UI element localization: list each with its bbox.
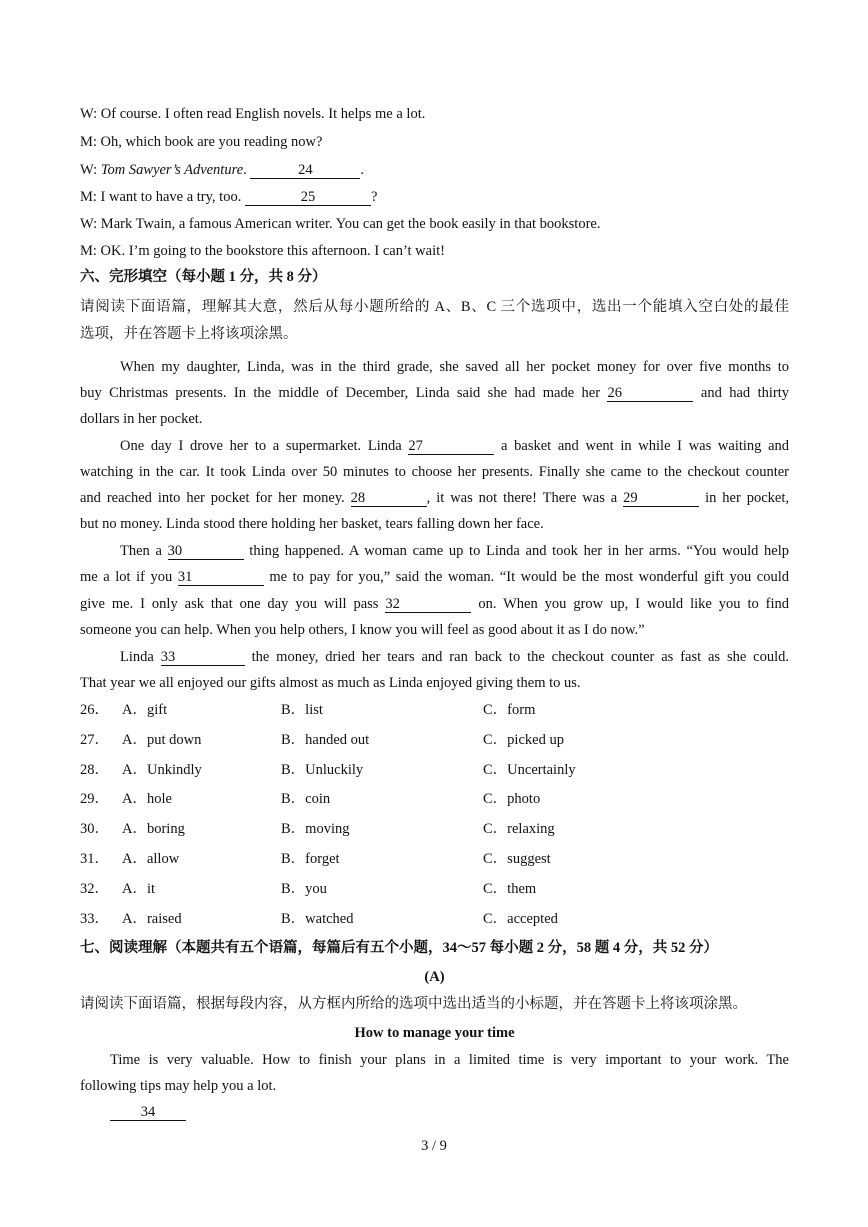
passage-line-1: When my daughter, Linda, was in the third grade, she saved all her pocket money for over five months to xyxy=(120,359,789,375)
passage-line-8: Then a 30 thing happened. A woman came up to Linda and took her in her arms. “You would help xyxy=(120,543,789,559)
passage-line-3: dollars in her pocket. xyxy=(80,411,203,427)
blank-29: 29 xyxy=(623,490,699,507)
blank-27: 27 xyxy=(408,438,494,455)
passage-line-9: me a lot if you 31 me to pay for you,” said the woman. “It would be the most wonderful gift you could xyxy=(80,569,790,585)
dialogue-line-5: W: Mark Twain, a famous American writer. You can get the book easily in that bookstore. xyxy=(80,216,601,232)
option-b: B．list xyxy=(281,702,323,718)
page-number: 3 / 9 xyxy=(421,1138,447,1154)
option-c: C．suggest xyxy=(483,851,551,867)
option-c: C．relaxing xyxy=(483,821,555,837)
passage-line-7: but no money. Linda stood there holding her basket, tears falling down her face. xyxy=(80,516,544,532)
section7-instruction: 请阅读下面语篇，根据每段内容，从方框内所给的选项中选出适当的小标题，并在答题卡上将该项涂黑。 xyxy=(80,996,747,1012)
option-b: B．Unluckily xyxy=(281,762,364,778)
option-a: A．allow xyxy=(122,851,180,867)
option-b: B．moving xyxy=(281,821,350,837)
option-c: C．accepted xyxy=(483,911,558,927)
blank-34: 34 xyxy=(110,1104,186,1121)
passage-line-5: watching in the car. It took Linda over 50 minutes to choose her presents. Finally she came to the checkout counter xyxy=(80,464,789,480)
option-c: C．picked up xyxy=(483,732,564,748)
option-a: A．it xyxy=(122,881,156,897)
option-a: A．raised xyxy=(122,911,182,927)
option-a: A．put down xyxy=(122,732,202,748)
section6-instruction-2: 选项，并在答题卡上将该项涂黑。 xyxy=(80,326,298,342)
blank-24: 24 xyxy=(250,162,360,179)
dialogue-line-6: M: OK. I’m going to the bookstore this afternoon. I can’t wait! xyxy=(80,243,445,259)
section7-paragraph-line-1: Time is very valuable. How to finish your plans in a limited time is very important to your work. The xyxy=(110,1052,789,1068)
book-title: Tom Sawyer’s Adventure xyxy=(100,162,244,178)
option-a: A．hole xyxy=(122,791,172,807)
dialogue-line-2: M: Oh, which book are you reading now? xyxy=(80,134,323,150)
section7-heading: 七、阅读理解（本题共有五个语篇，每篇后有五个小题，34～57 每小题 2 分，58 题 4 分，共 52 分） xyxy=(80,940,718,956)
section6-instruction-1: 请阅读下面语篇，理解其大意，然后从每小题所给的 A、B、C 三个选项中，选出一个能填入空白处的最佳 xyxy=(80,299,789,315)
option-b: B．handed out xyxy=(281,732,370,748)
option-a: A．Unkindly xyxy=(122,762,202,778)
dialogue-line-1: W: Of course. I often read English novels. It helps me a lot. xyxy=(80,106,426,122)
passage-line-11: someone you can help. When you help others, I know you will feel as good about it as I do now.” xyxy=(80,622,645,638)
passage-line-13: That year we all enjoyed our gifts almost as much as Linda enjoyed giving them to us. xyxy=(80,675,581,691)
blank-25: 25 xyxy=(245,189,371,206)
option-c: C．Uncertainly xyxy=(483,762,576,778)
passage-line-4: One day I drove her to a supermarket. Linda 27 a basket and went in while I was waiting and xyxy=(120,438,790,454)
blank-30: 30 xyxy=(168,543,244,560)
option-c: C．form xyxy=(483,702,536,718)
blank-34-line xyxy=(80,1102,819,1122)
passage-line-10: give me. I only ask that one day you will pass 32 on. When you grow up, I would like you to find xyxy=(80,596,790,612)
option-a: A．boring xyxy=(122,821,185,837)
blank-32: 32 xyxy=(385,596,471,613)
blank-26: 26 xyxy=(607,385,693,402)
blank-28: 28 xyxy=(351,490,427,507)
option-a: A．gift xyxy=(122,702,168,718)
passage-line-2: buy Christmas presents. In the middle of December, Linda said she had made her 26 and had thirty xyxy=(80,385,789,401)
option-b: B．forget xyxy=(281,851,340,867)
section7-paragraph-line-2: following tips may help you a lot. xyxy=(80,1078,277,1094)
passage-title: How to manage your time xyxy=(354,1025,515,1041)
dialogue-line-3: W: Tom Sawyer’s Adventure. 24 . xyxy=(80,162,365,178)
passage-line-12: Linda 33 the money, dried her tears and ran back to the checkout counter as fast as she could. xyxy=(120,649,789,665)
option-b: B．you xyxy=(281,881,327,897)
option-c: C．them xyxy=(483,881,537,897)
option-b: B．coin xyxy=(281,791,331,807)
passage-line-6: and reached into her pocket for her money. 28 , it was not there! There was a 29 in her pocket, xyxy=(80,490,789,506)
blank-33: 33 xyxy=(161,649,245,666)
option-b: B．watched xyxy=(281,911,354,927)
dialogue-line-4: M: I want to have a try, too. 25 ? xyxy=(80,189,378,205)
blank-31: 31 xyxy=(178,569,264,586)
option-c: C．photo xyxy=(483,791,541,807)
section6-heading: 六、完形填空（每小题 1 分，共 8 分） xyxy=(80,269,327,285)
section7-part-label: (A) xyxy=(424,969,445,985)
